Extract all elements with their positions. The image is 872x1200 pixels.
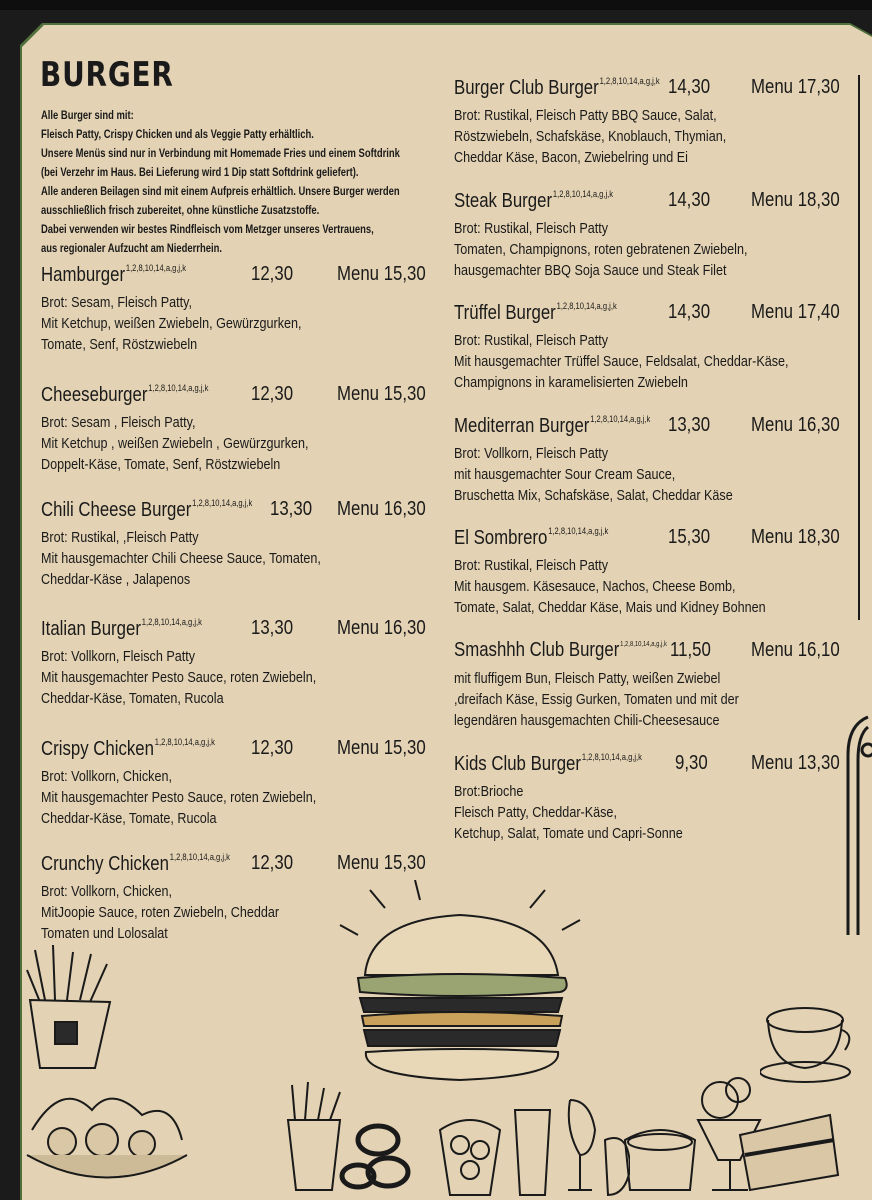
- item-allergens: 1,2,8,10,14,a,g,j,k: [141, 617, 202, 627]
- item-price: 11,50: [670, 639, 711, 661]
- item-allergens: 1,2,8,10,14,a,g,j,k: [192, 498, 253, 508]
- description-line: Mit Ketchup , weißen Zwiebeln , Gewürzgurken,: [41, 435, 309, 452]
- description-line: legendären hausgemachten Chili-Cheesesauce: [454, 712, 720, 729]
- menu-item-smashhh-club-burger: [454, 639, 840, 731]
- item-menu-price: Menu 13,30: [751, 752, 840, 774]
- item-menu-price: Menu 17,30: [751, 76, 840, 98]
- item-description: [41, 881, 279, 944]
- description-line: Brot: Sesam , Fleisch Patty,: [41, 414, 196, 431]
- description-line: Mit Ketchup, weißen Zwiebeln, Gewürzgurken,: [41, 315, 302, 332]
- item-description: [41, 292, 302, 355]
- item-name: Crunchy Chicken: [41, 853, 169, 875]
- item-price: 13,30: [270, 498, 313, 520]
- menu-item-kids-club-burger: [454, 752, 840, 844]
- description-line: Champignons in karamelisierten Zwiebeln: [454, 374, 688, 391]
- menu-item-italian-burger: [41, 617, 426, 709]
- description-line: MitJoopie Sauce, roten Zwiebeln, Cheddar: [41, 904, 280, 921]
- description-line: Brot: Vollkorn, Fleisch Patty: [41, 648, 196, 665]
- menu-item-hamburger: [41, 263, 426, 355]
- page-title: BURGER: [40, 55, 174, 95]
- description-line: Tomaten, Champignons, roten gebratenen Zwiebeln,: [454, 241, 748, 258]
- intro-line: Unsere Menüs sind nur in Verbindung mit Homemade Fries und einem Softdrink: [41, 148, 400, 160]
- item-allergens: 1,2,8,10,14,a,g,j,k: [548, 526, 609, 536]
- item-menu-price: Menu 18,30: [751, 189, 840, 211]
- intro-line: Alle Burger sind mit:: [41, 110, 134, 122]
- description-line: Brot: Vollkorn, Fleisch Patty: [454, 445, 609, 462]
- item-name: Burger Club Burger: [454, 77, 599, 99]
- description-line: mit hausgemachter Sour Cream Sauce,: [454, 466, 676, 483]
- item-name: Trüffel Burger: [454, 302, 556, 324]
- drinks-icon: [430, 1070, 630, 1200]
- item-menu-price: Menu 16,10: [751, 639, 840, 661]
- item-allergens: 1,2,8,10,14,a,g,j,k: [620, 641, 667, 648]
- item-menu-price: Menu 16,30: [751, 414, 840, 436]
- item-price: 12,30: [251, 263, 294, 285]
- description-line: Tomate, Senf, Röstzwiebeln: [41, 336, 198, 353]
- tea-cup-icon: [760, 990, 855, 1090]
- item-name: Crispy Chicken: [41, 738, 154, 760]
- item-menu-price: Menu 18,30: [751, 526, 840, 548]
- fries-icon: [25, 940, 120, 1070]
- ornament-icon: [838, 715, 872, 935]
- description-line: Brot: Rustikal, Fleisch Patty: [454, 557, 609, 574]
- description-line: Brot: Vollkorn, Chicken,: [41, 768, 172, 785]
- item-price: 12,30: [251, 737, 294, 759]
- item-description: [454, 443, 733, 506]
- item-menu-price: Menu 15,30: [337, 263, 426, 285]
- intro-line: (bei Verzehr im Haus. Bei Lieferung wird 1 Dip statt Softdrink geliefert).: [41, 167, 359, 179]
- description-line: Cheddar Käse, Bacon, Zwiebelring und Ei: [454, 149, 688, 166]
- item-description: [41, 646, 316, 709]
- description-line: Brot: Rustikal, Fleisch Patty: [454, 220, 609, 237]
- item-price: 13,30: [668, 414, 711, 436]
- item-price: 12,30: [251, 383, 294, 405]
- item-name: Cheeseburger: [41, 384, 148, 406]
- intro-line: Fleisch Patty, Crispy Chicken und als Veggie Patty erhältlich.: [41, 129, 314, 141]
- description-line: Bruschetta Mix, Schafskäse, Salat, Cheddar Käse: [454, 487, 733, 504]
- description-line: Tomate, Salat, Cheddar Käse, Mais und Kidney Bohnen: [454, 599, 766, 616]
- item-price: 14,30: [668, 189, 711, 211]
- description-line: Brot: Rustikal, ,Fleisch Patty: [41, 529, 199, 546]
- description-line: Brot: Vollkorn, Chicken,: [41, 883, 172, 900]
- item-description: [454, 218, 747, 281]
- description-line: Fleisch Patty, Cheddar-Käse,: [454, 804, 617, 821]
- description-line: Cheddar-Käse , Jalapenos: [41, 571, 191, 588]
- item-name: El Sombrero: [454, 527, 548, 549]
- burger-icon: [330, 880, 590, 1090]
- description-line: Mit hausgem. Käsesauce, Nachos, Cheese Bomb,: [454, 578, 736, 595]
- description-line: Brot: Rustikal, Fleisch Patty: [454, 332, 609, 349]
- item-menu-price: Menu 15,30: [337, 852, 426, 874]
- description-line: Mit hausgemachter Chili Cheese Sauce, Tomaten,: [41, 550, 321, 567]
- description-line: Doppelt-Käse, Tomate, Senf, Röstzwiebeln: [41, 456, 281, 473]
- menu-item-cheeseburger: [41, 383, 426, 475]
- description-line: Mit hausgemachter Pesto Sauce, roten Zwiebeln,: [41, 669, 317, 686]
- item-allergens: 1,2,8,10,14,a,g,j,k: [154, 737, 215, 747]
- intro-line: Dabei verwenden wir bestes Rindfleisch vom Metzger unseres Vertrauens,: [41, 224, 374, 236]
- description-line: Brot:Brioche: [454, 783, 524, 800]
- menu-item-steak-burger: [454, 189, 840, 281]
- item-name: Chili Cheese Burger: [41, 499, 192, 521]
- item-description: [454, 555, 766, 618]
- menu-item-trueffel-burger: [454, 301, 852, 393]
- item-name: Smashhh Club Burger: [454, 639, 620, 661]
- item-description: [41, 527, 321, 590]
- description-line: ,dreifach Käse, Essig Gurken, Tomaten und mit der: [454, 691, 739, 708]
- item-description: [454, 668, 739, 731]
- description-line: Brot: Sesam, Fleisch Patty,: [41, 294, 193, 311]
- description-line: Mit hausgemachter Trüffel Sauce, Feldsalat, Cheddar-Käse,: [454, 353, 789, 370]
- item-menu-price: Menu 16,30: [337, 498, 426, 520]
- item-allergens: 1,2,8,10,14,a,g,j,k: [581, 752, 642, 762]
- intro-text: [41, 107, 435, 259]
- top-bar: [0, 0, 872, 10]
- item-allergens: 1,2,8,10,14,a,g,j,k: [552, 189, 614, 199]
- item-price: 9,30: [675, 752, 708, 774]
- item-name: Italian Burger: [41, 618, 141, 640]
- item-price: 14,30: [668, 76, 711, 98]
- description-line: Mit hausgemachter Pesto Sauce, roten Zwiebeln,: [41, 789, 317, 806]
- item-name: Steak Burger: [454, 190, 553, 212]
- description-line: Ketchup, Salat, Tomate und Capri-Sonne: [454, 825, 683, 842]
- item-allergens: 1,2,8,10,14,a,g,j,k: [125, 263, 186, 273]
- intro-line: aus regionaler Aufzucht am Niederrhein.: [41, 243, 222, 255]
- column-divider: [858, 75, 860, 620]
- salad-icon: [22, 1070, 192, 1200]
- intro-line: ausschließlich frisch zubereitet, ohne künstliche Zusatzstoffe.: [41, 205, 320, 217]
- description-line: Brot: Rustikal, Fleisch Patty BBQ Sauce, Salat,: [454, 107, 717, 124]
- item-price: 15,30: [668, 526, 711, 548]
- description-line: hausgemachter BBQ Soja Sauce und Steak Filet: [454, 262, 727, 279]
- description-line: Cheddar-Käse, Tomaten, Rucola: [41, 690, 224, 707]
- menu-item-el-sombrero: [454, 526, 840, 618]
- item-menu-price: Menu 15,30: [337, 737, 426, 759]
- description-line: Tomaten und Lolosalat: [41, 925, 168, 942]
- item-allergens: 1,2,8,10,14,a,g,j,k: [590, 414, 651, 424]
- item-price: 14,30: [668, 301, 711, 323]
- item-allergens: 1,2,8,10,14,a,g,j,k: [599, 76, 660, 86]
- item-description: [41, 766, 316, 829]
- item-allergens: 1,2,8,10,14,a,g,j,k: [556, 301, 617, 311]
- item-menu-price: Menu 17,40: [751, 301, 840, 323]
- item-description: [454, 781, 683, 844]
- item-description: [454, 330, 789, 393]
- item-allergens: 1,2,8,10,14,a,g,j,k: [148, 383, 209, 393]
- item-name: Hamburger: [41, 264, 126, 286]
- menu-item-burger-club-burger: [454, 76, 840, 168]
- menu-item-crunchy-chicken: [41, 852, 426, 944]
- menu-item-crispy-chicken: [41, 737, 426, 829]
- item-description: [454, 105, 726, 168]
- item-allergens: 1,2,8,10,14,a,g,j,k: [169, 852, 230, 862]
- onion-rings-icon: [280, 1080, 430, 1200]
- item-name: Mediterran Burger: [454, 415, 590, 437]
- description-line: Cheddar-Käse, Tomate, Rucola: [41, 810, 217, 827]
- item-menu-price: Menu 15,30: [337, 383, 426, 405]
- item-menu-price: Menu 16,30: [337, 617, 426, 639]
- item-description: [41, 412, 309, 475]
- intro-line: Alle anderen Beilagen sind mit einem Aufpreis erhältlich. Unsere Burger werden: [41, 186, 400, 198]
- description-line: Röstzwiebeln, Schafskäse, Knoblauch, Thymian,: [454, 128, 727, 145]
- menu-item-chili-cheese-burger: [41, 498, 426, 590]
- item-price: 13,30: [251, 617, 294, 639]
- menu-item-mediterran-burger: [454, 414, 840, 506]
- item-name: Kids Club Burger: [454, 753, 581, 775]
- item-price: 12,30: [251, 852, 294, 874]
- description-line: mit fluffigem Bun, Fleisch Patty, weißen Zwiebel: [454, 670, 721, 687]
